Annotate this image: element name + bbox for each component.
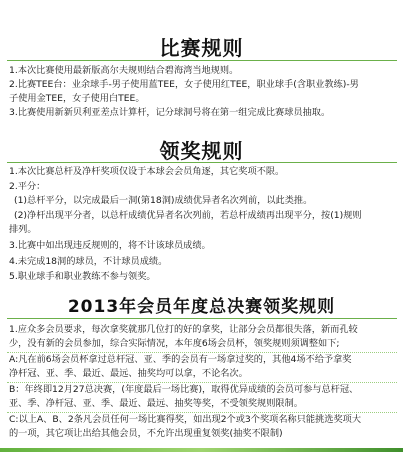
section-title-award-rules: 领奖规则 — [159, 139, 244, 163]
rule-line: 的一项，其它项让出给其他会员，不允许出现重复领奖(抽奖不限制) — [9, 428, 283, 439]
rule-line: 少，没有新的会员参加，综合实际情况，本年度6场会员杯，领奖规则须调整如下; — [9, 338, 340, 349]
rule-line: 子使用金TEE，女子使用白TEE。 — [9, 93, 145, 104]
rule-line: 2.平分： — [9, 181, 46, 192]
rule-line: 1.应众多会员要求，每次拿奖就那几位打的好的拿奖，让部分会员都很失落，新而孔较 — [9, 324, 358, 335]
rule-line: C:以上A、B、2条凡会员任何一场比赛得奖，如出现2个或3个奖项名称只能挑选奖项大 — [9, 414, 362, 425]
rule-line: A:凡在前6场会员杯拿过总杆冠、亚、季的会员有一场拿过奖的，其他4场不给予拿奖 — [9, 354, 352, 365]
rule-line: 排列。 — [9, 224, 37, 235]
rule-line: 3.比赛使用新新贝利亚差点计算杆，记分球洞号将在第一组完成比赛球员抽取。 — [9, 107, 331, 118]
rule-line: 1.本次比赛总杆及净杆奖项仅设于本球会会员角逐，其它奖项不限。 — [9, 166, 285, 177]
section-title-annual-final-award-rules: 2013年会员年度总决赛领奖规则 — [67, 297, 336, 317]
rule-line: 亚、季、净杆冠、亚、季、最近、最远、抽奖等奖，不受领奖规则限制。 — [9, 398, 303, 409]
rule-line: (2)净杆出现平分者，以总杆成绩优异者名次列前，若总杆成绩再出现平分，按(1)规则 — [14, 210, 362, 221]
section-title-match-rules: 比赛规则 — [159, 36, 244, 60]
rule-line: 1.本次比赛使用最新版高尔夫规则结合碧海湾当地规则。 — [9, 65, 239, 76]
section-divider — [7, 162, 397, 163]
rule-line: 5.职业球手和职业教练不参与领奖。 — [9, 271, 156, 282]
section-divider — [7, 318, 397, 319]
rule-line: (1)总杆平分，以完成最后一洞(第18洞)成绩优异者名次列前，以此类推。 — [14, 195, 313, 206]
section-divider — [7, 60, 397, 61]
rule-line: 4.未完成18洞的球员，不计球员成绩。 — [9, 256, 168, 267]
rule-line: 3.比赛中如出现违反规则的，将不计该球员成绩。 — [9, 240, 211, 251]
rule-line: B：年终即12月27总决赛，(年度最后一场比赛)，取得优异成绩的会员可参与总杆冠、 — [9, 384, 359, 395]
rule-line: 2.比赛TEE台：业余球手-男子使用蓝TEE，女子使用红TEE，职业球手(含职业教练)-男 — [9, 79, 359, 90]
rule-line: 净杆冠、亚、季、最近、最远、抽奖均可以拿，不论名次。 — [9, 368, 248, 379]
footer-green-band — [0, 448, 403, 452]
